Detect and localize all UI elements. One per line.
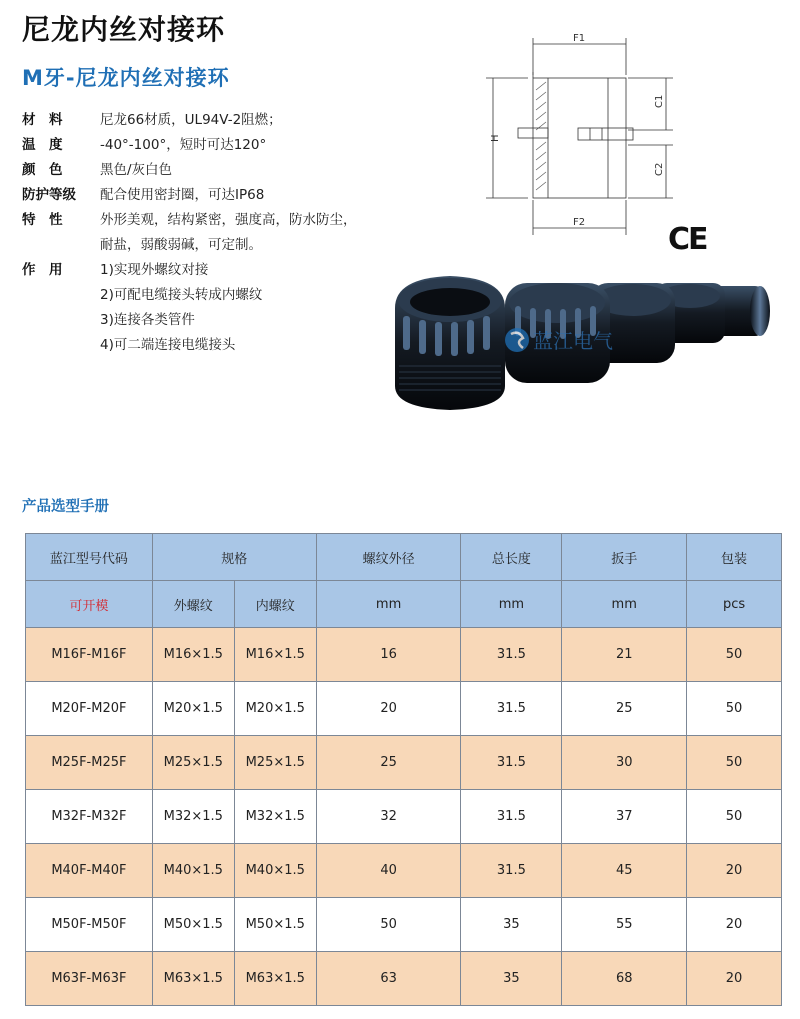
header-outer-thread: 外螺纹 bbox=[152, 581, 234, 628]
cell-pack: 20 bbox=[687, 952, 782, 1006]
cell-wrench: 30 bbox=[562, 736, 687, 790]
dim-f1-label: F1 bbox=[573, 33, 586, 44]
cell-code: M40F-M40F bbox=[26, 844, 153, 898]
table-row bbox=[26, 790, 782, 844]
product-photo bbox=[385, 268, 785, 418]
cell-code: M32F-M32F bbox=[26, 790, 153, 844]
header-wrench: 扳手 bbox=[562, 534, 687, 581]
cell-pack: 50 bbox=[687, 628, 782, 682]
spec-list bbox=[22, 108, 422, 358]
table-row bbox=[26, 952, 782, 1006]
dim-c1-label: C1 bbox=[654, 94, 665, 108]
table-row bbox=[26, 628, 782, 682]
watermark-text: 蓝江电气 bbox=[533, 329, 613, 353]
cell-outer: M25×1.5 bbox=[152, 736, 234, 790]
dim-c2-label: C2 bbox=[654, 162, 665, 176]
spec-label: 温 度 bbox=[22, 137, 63, 153]
cell-pack: 50 bbox=[687, 736, 782, 790]
cell-length: 31.5 bbox=[461, 790, 562, 844]
selection-table bbox=[25, 533, 782, 1006]
header-unit: mm bbox=[316, 581, 461, 628]
dim-f2-label: F2 bbox=[573, 217, 586, 228]
cell-pack: 50 bbox=[687, 682, 782, 736]
cell-pack: 50 bbox=[687, 790, 782, 844]
spec-row-material bbox=[22, 108, 422, 133]
cell-od: 20 bbox=[316, 682, 461, 736]
technical-drawing bbox=[478, 30, 678, 240]
cell-outer: M20×1.5 bbox=[152, 682, 234, 736]
cell-wrench: 45 bbox=[562, 844, 687, 898]
spec-row-protection bbox=[22, 183, 422, 208]
header-inner-thread: 内螺纹 bbox=[234, 581, 316, 628]
ce-mark: CE bbox=[668, 222, 707, 257]
header-code: 蓝江型号代码 bbox=[26, 534, 153, 581]
spec-label: 特 性 bbox=[22, 212, 63, 228]
spec-value: 外形美观，结构紧密，强度高，防水防尘， bbox=[100, 212, 357, 228]
spec-value: 黑色/灰白色 bbox=[100, 162, 173, 178]
cell-inner: M50×1.5 bbox=[234, 898, 316, 952]
cell-pack: 20 bbox=[687, 898, 782, 952]
cell-od: 63 bbox=[316, 952, 461, 1006]
cell-pack: 20 bbox=[687, 844, 782, 898]
coupler-ring-icon bbox=[395, 276, 505, 410]
spec-label: 防护等级 bbox=[22, 187, 76, 203]
header-open-mold: 可开模 bbox=[26, 581, 153, 628]
spec-row-features bbox=[22, 208, 422, 258]
spec-value: 4)可二端连接电缆接头 bbox=[100, 337, 236, 353]
spec-row-color bbox=[22, 158, 422, 183]
spec-value: 配合使用密封圈，可达IP68 bbox=[100, 187, 265, 203]
header-thread-od: 螺纹外径 bbox=[316, 534, 461, 581]
cell-code: M63F-M63F bbox=[26, 952, 153, 1006]
cell-code: M50F-M50F bbox=[26, 898, 153, 952]
spec-value: 尼龙66材质，UL94V-2阻燃； bbox=[100, 112, 282, 128]
spec-label: 材 料 bbox=[22, 112, 63, 128]
cell-code: M20F-M20F bbox=[26, 682, 153, 736]
cell-inner: M20×1.5 bbox=[234, 682, 316, 736]
cell-od: 50 bbox=[316, 898, 461, 952]
cell-od: 25 bbox=[316, 736, 461, 790]
spec-value: 2)可配电缆接头转成内螺纹 bbox=[100, 287, 263, 303]
cell-inner: M16×1.5 bbox=[234, 628, 316, 682]
cell-code: M25F-M25F bbox=[26, 736, 153, 790]
cell-wrench: 55 bbox=[562, 898, 687, 952]
cell-inner: M40×1.5 bbox=[234, 844, 316, 898]
header-spec: 规格 bbox=[152, 534, 316, 581]
table-header-row bbox=[26, 534, 782, 581]
cell-wrench: 37 bbox=[562, 790, 687, 844]
cell-outer: M63×1.5 bbox=[152, 952, 234, 1006]
cell-wrench: 68 bbox=[562, 952, 687, 1006]
spec-row-usage bbox=[22, 258, 422, 358]
cell-outer: M40×1.5 bbox=[152, 844, 234, 898]
header-unit: pcs bbox=[687, 581, 782, 628]
cell-code: M16F-M16F bbox=[26, 628, 153, 682]
cell-length: 31.5 bbox=[461, 736, 562, 790]
cell-inner: M63×1.5 bbox=[234, 952, 316, 1006]
spec-label: 作 用 bbox=[22, 262, 63, 278]
cell-length: 31.5 bbox=[461, 628, 562, 682]
table-row bbox=[26, 844, 782, 898]
header-unit: mm bbox=[562, 581, 687, 628]
cell-outer: M16×1.5 bbox=[152, 628, 234, 682]
spec-value: 3)连接各类管件 bbox=[100, 312, 195, 328]
cell-inner: M32×1.5 bbox=[234, 790, 316, 844]
lanjiang-logo-icon bbox=[505, 328, 529, 352]
cell-wrench: 21 bbox=[562, 628, 687, 682]
cell-outer: M32×1.5 bbox=[152, 790, 234, 844]
product-subtitle: M牙-尼龙内丝对接环 bbox=[22, 66, 230, 90]
cell-outer: M50×1.5 bbox=[152, 898, 234, 952]
spec-row-temperature bbox=[22, 133, 422, 158]
header-unit: mm bbox=[461, 581, 562, 628]
header-length: 总长度 bbox=[461, 534, 562, 581]
spec-label: 颜 色 bbox=[22, 162, 63, 178]
cell-inner: M25×1.5 bbox=[234, 736, 316, 790]
cell-od: 40 bbox=[316, 844, 461, 898]
dim-h-label: H bbox=[490, 134, 501, 142]
cell-length: 31.5 bbox=[461, 844, 562, 898]
table-row bbox=[26, 682, 782, 736]
cell-length: 35 bbox=[461, 952, 562, 1006]
table-subheader-row bbox=[26, 581, 782, 628]
spec-value: 1)实现外螺纹对接 bbox=[100, 262, 209, 278]
cell-od: 32 bbox=[316, 790, 461, 844]
spec-value: 耐盐，弱酸弱碱，可定制。 bbox=[100, 237, 262, 253]
section-title: 产品选型手册 bbox=[22, 499, 109, 515]
header-pack: 包装 bbox=[687, 534, 782, 581]
spec-value: -40°-100°，短时可达120° bbox=[100, 137, 267, 153]
cell-od: 16 bbox=[316, 628, 461, 682]
page-title: 尼龙内丝对接环 bbox=[22, 13, 226, 46]
cell-length: 31.5 bbox=[461, 682, 562, 736]
table-row bbox=[26, 736, 782, 790]
cell-wrench: 25 bbox=[562, 682, 687, 736]
cell-length: 35 bbox=[461, 898, 562, 952]
table-row bbox=[26, 898, 782, 952]
